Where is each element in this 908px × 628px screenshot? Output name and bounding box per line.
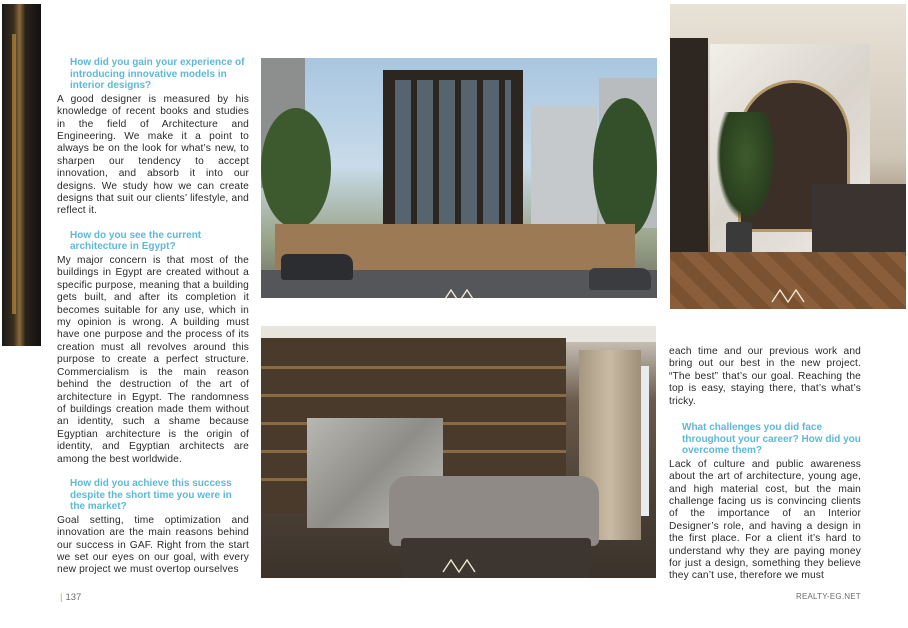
- website-url: REALTY-EG.NET: [796, 592, 861, 601]
- answer-paragraph: Lack of culture and public awareness about the art of architecture, young age, and high material cost, but the main challenge facing us is convincing clients of the importance of an Interior Designer’s role, and having a design in the first place. For a client it’s hard to understand why they are paying money for just a design, something they believe they can’t use, therefore we must: [669, 458, 861, 582]
- question-heading: How did you achieve this success despite the short time you were in the market?: [70, 477, 232, 513]
- page-number: | 137: [60, 592, 82, 603]
- question-heading: What challenges you did face throughout your career? How did you overcome them?: [682, 422, 861, 457]
- right-text-column: [669, 346, 861, 583]
- answer-paragraph: A good designer is measured by his knowledge of recent books and studies in the field of Architecture and Engineering. We make it a point to always be on the look for what’s new, to sharpen our tendency to accept innovation, and absorb it into our designs. We study how we can create designs that suit our clients’ lifestyle, and reflect it.: [57, 93, 249, 217]
- answer-paragraph: each time and our previous work and bring out our best in the new project. “The best” that’s our goal. Reaching the top is easy, staying there, that’s what’s tricky.: [669, 346, 861, 407]
- question-heading: How did you gain your experience of introducing innovative models in interior designs?: [70, 57, 245, 92]
- gaf-logo-icon: [770, 288, 806, 304]
- question-heading: How do you see the current architecture in Egypt?: [70, 229, 202, 253]
- gaf-logo-icon: [441, 558, 477, 574]
- answer-paragraph: My major concern is that most of the buildings in Egypt are created without a specific purpose, meaning that a building gets built, and after its completion it becomes suitable for any use, which in my opinion is wrong. A building must have one purpose and the process of its creation must all revolves around this purpose to create a perfect structure. Commercialism is the main reason behind the destruction of the art of architecture in Egypt. The randomness of buildings creation made them without an identity, such a shame because Egyptian architecture is the origin of identity, and Egyptian architects are among the best worldwide.: [57, 255, 249, 465]
- bathroom-interior-photo: [670, 4, 906, 309]
- gaf-logo-icon: [441, 288, 477, 298]
- left-text-column: [57, 57, 249, 577]
- living-room-interior-photo: [261, 326, 656, 578]
- building-exterior-photo: [261, 58, 657, 298]
- edge-photo-strip: [2, 4, 41, 346]
- answer-paragraph: Goal setting, time optimization and innovation are the main reasons behind our success in GAF. Right from the start we set our eyes on our goal, with every new project we must overtop ourselves: [57, 514, 249, 576]
